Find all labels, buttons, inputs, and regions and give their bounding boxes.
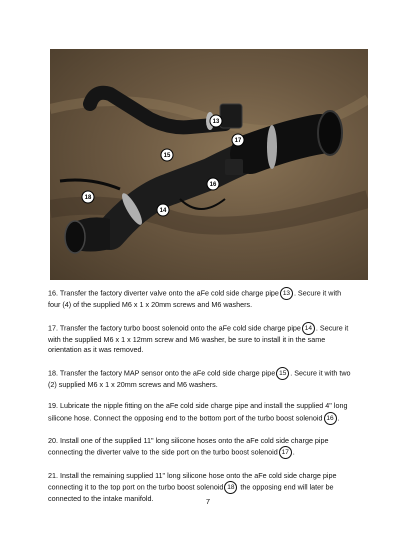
step-19-line-2 (48, 412, 370, 425)
step-19-line-2-text: silicone hose. Connect the opposing end to the bottom port of the turbo boost solenoid (48, 412, 323, 422)
step-18-suffix: . Secure it with two (290, 368, 351, 378)
step-17-suffix: . Secure it (315, 323, 349, 333)
step-19-suffix: . (337, 412, 340, 422)
step-16-line-2: four (4) of the supplied M6 x 1 x 20mm screws and M6 washers. (48, 300, 253, 309)
step-21-line-2 (48, 481, 370, 494)
step-16-callout: 13 (280, 287, 293, 300)
step-17-text: 17. Transfer the factory turbo boost solenoid onto the aFe cold side charge pipe (48, 323, 301, 333)
step-17-line-3: orientation as it was removed. (48, 344, 144, 354)
step-21-callout: 18 (224, 481, 237, 494)
step-16-suffix: . Secure it with (293, 288, 342, 298)
step-18-callout: 15 (276, 367, 289, 380)
callout-17 (232, 134, 244, 146)
product-photo (50, 49, 368, 280)
step-20-suffix: . (292, 447, 295, 457)
step-17-line-1 (48, 322, 370, 335)
svg-text:17: 17 (234, 138, 242, 145)
step-21-line-1: 21. Install the remaining supplied 11" long silicone hose onto the aFe cold side charge pipe (48, 470, 337, 480)
step-21-line-2-text: connecting it to the top port on the turbo boost solenoid (48, 482, 224, 492)
svg-text:14: 14 (159, 208, 167, 215)
callout-14 (157, 204, 169, 216)
step-19 (48, 401, 370, 424)
page-number: 7 (205, 497, 211, 506)
step-18-line-2: (2) supplied M6 x 1 x 20mm screws and M6 washers. (48, 379, 218, 389)
svg-text:16: 16 (209, 182, 217, 189)
step-20 (48, 436, 370, 459)
step-17-line-2: with the supplied M6 x 1 x 12mm screw and M6 washer, be sure to install it in the same (48, 334, 326, 344)
callout-16 (207, 178, 219, 190)
instruction-steps (48, 287, 370, 516)
step-21-line-3: connected to the intake manifold. (48, 493, 154, 503)
step-18-text: 18. Transfer the factory MAP sensor onto the aFe cold side charge pipe (48, 368, 276, 378)
step-17-callout: 14 (302, 322, 315, 335)
step-20-callout: 17 (279, 446, 292, 459)
step-19-line-1: 19. Lubricate the nipple fitting on the aFe cold side charge pipe and install the supplied 4" long (48, 401, 348, 411)
svg-text:13: 13 (212, 119, 220, 126)
svg-text:15: 15 (163, 153, 171, 160)
step-21-suffix: the opposing end will later be (238, 482, 334, 492)
step-19-callout: 16 (324, 412, 337, 425)
step-17 (48, 322, 370, 355)
callout-15 (161, 149, 173, 161)
svg-text:18: 18 (84, 195, 92, 202)
charge-pipe-illustration (50, 49, 368, 280)
step-20-line-1: 20. Install one of the supplied 11" long silicone hoses onto the aFe cold side charge pipe (48, 436, 329, 446)
step-16-text: 16. Transfer the factory diverter valve onto the aFe cold side charge pipe (48, 288, 279, 298)
step-16 (48, 287, 370, 310)
step-20-line-2 (48, 446, 370, 459)
step-20-line-2-text: connecting the diverter valve to the side port on the turbo boost solenoid (48, 447, 278, 457)
step-18-line-1 (48, 367, 370, 380)
callout-18 (82, 191, 94, 203)
callout-13 (210, 115, 222, 127)
step-18 (48, 367, 370, 390)
step-16-line-1 (48, 287, 370, 300)
